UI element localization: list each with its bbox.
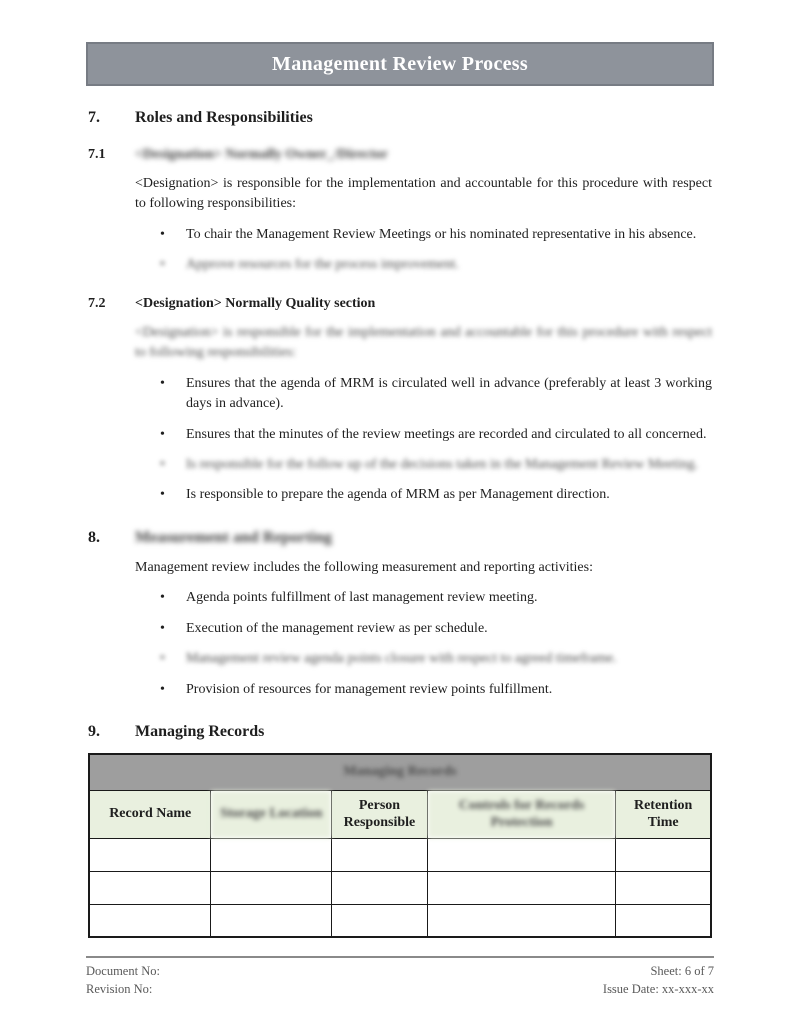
table-cell	[616, 838, 711, 871]
footer-right	[603, 962, 714, 998]
table-cell	[616, 871, 711, 904]
bullet-item: • To chair the Management Review Meetings or his nominated representative in his absence.	[160, 225, 712, 245]
section-title: <Designation> Normally Quality section	[135, 295, 376, 311]
table-title-row	[89, 754, 711, 790]
bullet-item: • Ensures that the agenda of MRM is circulated well in advance (preferably at least 3 working days in advance).	[160, 374, 712, 415]
column-header-storage-location-redacted: Storage Location	[211, 790, 332, 838]
section-number: 9.	[88, 723, 100, 740]
section-8-paragraph: Management review includes the following measurement and reporting activities:	[135, 559, 593, 575]
section-title-redacted: <Designation> Normally Owner_/Director	[135, 147, 388, 162]
section-number: 7.	[88, 109, 100, 126]
section-number: 7.1	[88, 147, 106, 162]
section-title: Roles and Responsibilities	[135, 109, 313, 126]
bullet-item: • Is responsible to prepare the agenda of MRM as per Management direction.	[160, 485, 712, 505]
table-cell	[211, 904, 332, 937]
table-cell	[211, 838, 332, 871]
table-cell	[332, 871, 428, 904]
table-row	[89, 838, 711, 871]
table-header-row	[89, 790, 711, 838]
section-number: 7.2	[88, 295, 106, 311]
section-8-heading	[88, 529, 712, 547]
table-cell	[89, 871, 211, 904]
table-cell	[332, 904, 428, 937]
section-title: Managing Records	[135, 723, 265, 740]
section-number: 8.	[88, 528, 100, 546]
section-7-2-heading	[88, 296, 712, 312]
column-header-person-responsible: Person Responsible	[332, 790, 428, 838]
managing-records-table	[88, 753, 712, 938]
footer-document-no: Document No:	[86, 964, 160, 978]
document-title: Management Review Process	[272, 52, 528, 75]
section-7-1-heading	[88, 147, 712, 163]
bullet-item: • Execution of the management review as per schedule.	[160, 619, 712, 639]
document-title-banner	[86, 42, 714, 86]
table-row	[89, 871, 711, 904]
section-7-1-paragraph: <Designation> is responsible for the implementation and accountable for this procedure with respect to following responsibilities:	[135, 176, 712, 212]
section-7-heading	[88, 109, 712, 127]
bullet-item-redacted: • Management review agenda points closure with respect to agreed timeframe.	[160, 649, 712, 669]
table-cell	[332, 838, 428, 871]
section-7-1-bullet-list	[160, 225, 712, 276]
table-cell	[89, 838, 211, 871]
column-header-retention-time: Retention Time	[616, 790, 711, 838]
section-7-2-paragraph-redacted: <Designation> is responsible for the implementation and accountable for this procedure with respect to following responsibilities:	[135, 324, 712, 361]
table-cell	[427, 871, 615, 904]
section-7-2-bullet-list	[160, 374, 712, 506]
table-cell	[616, 904, 711, 937]
column-header-controls-redacted: Controls for Records Protection	[427, 790, 615, 838]
table-cell	[427, 838, 615, 871]
column-header-record-name: Record Name	[89, 790, 211, 838]
footer-sheet: Sheet: 6 of 7	[650, 964, 714, 978]
bullet-item: • Agenda points fulfillment of last management review meeting.	[160, 588, 712, 608]
footer-issue-date: Issue Date: xx-xxx-xx	[602, 982, 714, 997]
section-8-bullet-list	[160, 588, 712, 700]
bullet-item: • Ensures that the minutes of the review meetings are recorded and circulated to all concerned.	[160, 425, 712, 445]
footer-revision-no: Revision No:	[86, 982, 153, 997]
bullet-item-redacted: • Approve resources for the process improvement.	[160, 255, 712, 275]
footer-left	[86, 962, 160, 998]
table-cell	[89, 904, 211, 937]
table-cell	[211, 871, 332, 904]
bullet-item-redacted: • Is responsible for the follow up of the decisions taken in the Management Review Meeting.	[160, 455, 712, 475]
table-title-redacted: Managing Records	[343, 764, 457, 780]
page-footer	[86, 956, 714, 998]
section-9-heading	[88, 723, 712, 741]
table-cell	[427, 904, 615, 937]
bullet-item: • Provision of resources for management review points fulfillment.	[160, 680, 712, 700]
section-title-redacted: Measurement and Reporting	[135, 528, 333, 546]
document-body	[88, 109, 712, 938]
table-row	[89, 904, 711, 937]
